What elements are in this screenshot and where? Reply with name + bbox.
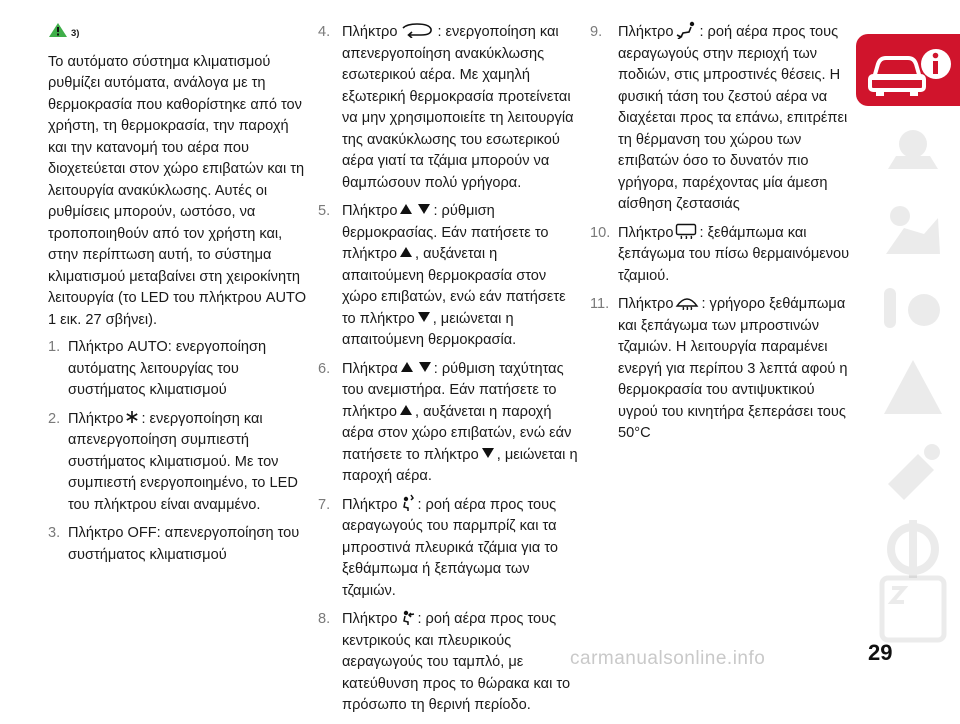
- list-item-5: 5. Πλήκτρο : ρύθμιση θερμοκρασίας. Εάν πατήσετε το πλήκτρο , αυξάνεται η απαιτούμενη θερμοκρασία στον χώρο επιβατών, ενώ εάν πατήσετε το πλήκτρο , μειώνεται η απαιτούμενη θερμοκρασία.: [318, 203, 566, 348]
- page-number: 29: [868, 640, 893, 665]
- recirculation-icon: [399, 22, 435, 38]
- watermark: carmanualsonline.info: [570, 648, 766, 669]
- list-item-10: 10. Πλήκτρο : ξεθάμπωμα και ξεπάγωμα του πίσω θερμαινόμενου τζαμιού.: [590, 224, 850, 284]
- column-1: [48, 22, 310, 573]
- chapter-tab-active[interactable]: [856, 34, 960, 106]
- list-item-6: 6. Πλήκτρα : ρύθμιση ταχύτητας του ανεμιστήρα. Εάν πατήσετε το πλήκτρο , αυξάνεται η παροχή αέρα στον χώρο επιβατών, ενώ εάν πατήσετε το πλήκτρο , μειώνεται η παροχή αέρα.: [318, 360, 578, 484]
- note-ref-label: 3): [71, 28, 80, 39]
- safety-tab-icon[interactable]: [878, 194, 948, 269]
- chapter-sidebar: [856, 34, 960, 644]
- airflow-face-icon: [399, 608, 415, 626]
- triangle-down-icon: [417, 203, 431, 215]
- note-reference: [48, 22, 310, 46]
- column-2: [318, 22, 580, 724]
- triangle-up-icon: [399, 203, 413, 215]
- warning-icon: [48, 22, 68, 46]
- triangle-up-icon: [399, 404, 413, 416]
- list-item-2: 2. Πλήκτρο : ενεργοποίηση και απενεργοποίηση συμπιεστή συστήματος κλιματισμού. Με τον συμπιεστή ενεργοποιημένο, το LED του πλήκτρου είναι αναμμένο.: [48, 410, 298, 513]
- starting-tab-icon[interactable]: [878, 274, 948, 349]
- intro-paragraph: Το αυτόματο σύστημα κλιματισμού ρυθμίζει αυτόματα, ανάλογα με τη θερμοκρασία που καθορίστηκε από τον χρήστη, τη θερμοκρασία, την παροχή και την κατανομή του αέρα που διοχετεύεται στον χώρο επιβατών και τη λειτουργία ανακύκλωσης. Αυτές οι ρυθμίσεις μπορούν, ωστόσο, να τροποποιηθούν από τον χρήστη και, στην περίπτωση αυτή, το σύστημα κλιματισμού μεταβαίνει στη χειροκίνητη λειτουργία (το LED του πλήκτρου AUTO 1 εικ. 27 σβήνει).: [48, 53, 307, 328]
- snowflake-icon: [125, 410, 139, 424]
- front-defrost-icon: [675, 294, 699, 310]
- triangle-down-icon: [417, 311, 431, 323]
- index-tab-icon[interactable]: [878, 574, 948, 649]
- airflow-windscreen-icon: [399, 494, 415, 512]
- triangle-down-icon: [418, 361, 432, 373]
- rear-defrost-icon: [675, 223, 697, 239]
- list-item-8: 8. Πλήκτρο : ροή αέρα προς τους κεντρικούς και πλευρικούς αεραγωγούς του ταμπλό, με κατεύθυνση προς το θώρακα και το πρόσωπο τη θερινή περίοδο.: [318, 609, 580, 717]
- list-item-3: 3. Πλήκτρο OFF: απενεργοποίηση του συστήματος κλιματισμού: [48, 525, 300, 563]
- warning-lights-tab-icon[interactable]: [878, 354, 948, 429]
- car-info-icon: [856, 34, 960, 106]
- list-item-1: 1. Πλήκτρο AUTO: ενεργοποίηση αυτόματης λειτουργίας του συστήματος κλιματισμού: [48, 339, 267, 398]
- list-item-9: 9. Πλήκτρο : ροή αέρα προς τους αεραγωγούς στην περιοχή των ποδιών, στις μπροστινές θέσεις. Η φυσική τάση του ζεστού αέρα να διαχέεται προς τα επάνω, επιτρέπει τη θέρμανση του χώρου των επιβατών όσο το δυνατόν πιο γρήγορα, παρέχοντας μία άμεση αίσθηση ζεστασιάς: [590, 22, 852, 216]
- triangle-up-icon: [400, 361, 414, 373]
- list-item-4: 4. Πλήκτρο : ενεργοποίηση και απενεργοποίηση ανακύκλωσης εσωτερικού αέρα. Με χαμηλή εξωτερική θερμοκρασία προτείνεται να μην χρησιμοποιείτε τη λειτουργία της ανακύκλωσης του εσωτερικού αέρα γιατί τα τζάμια μπορούν να θαμπώσουν πολύ γρήγορα.: [318, 24, 574, 191]
- triangle-up-icon: [399, 246, 413, 258]
- triangle-down-icon: [481, 447, 495, 459]
- list-item-7: 7. Πλήκτρο : ροή αέρα προς τους αεραγωγούς του παρμπρίζ και τα μπροστινά πλευρικά τζάμια για το ξεθάμπωμα ή ξεπάγωμα των τζαμιών.: [318, 495, 580, 603]
- emergency-tab-icon[interactable]: [878, 434, 948, 509]
- airflow-feet-icon: [675, 21, 697, 39]
- list-item-11: 11. Πλήκτρο : γρήγορο ξεθάμπωμα και ξεπάγωμα των μπροστινών τζαμιών. Η λειτουργία παραμένει ενεργή για περίπου 3 λεπτά αφού η θερμοκρασία του αντιψυκτικού υγρού του κινητήρα ξεπεράσει τους 50°C: [590, 296, 848, 441]
- dashboard-tab-icon[interactable]: [878, 114, 948, 189]
- column-3: [590, 22, 852, 452]
